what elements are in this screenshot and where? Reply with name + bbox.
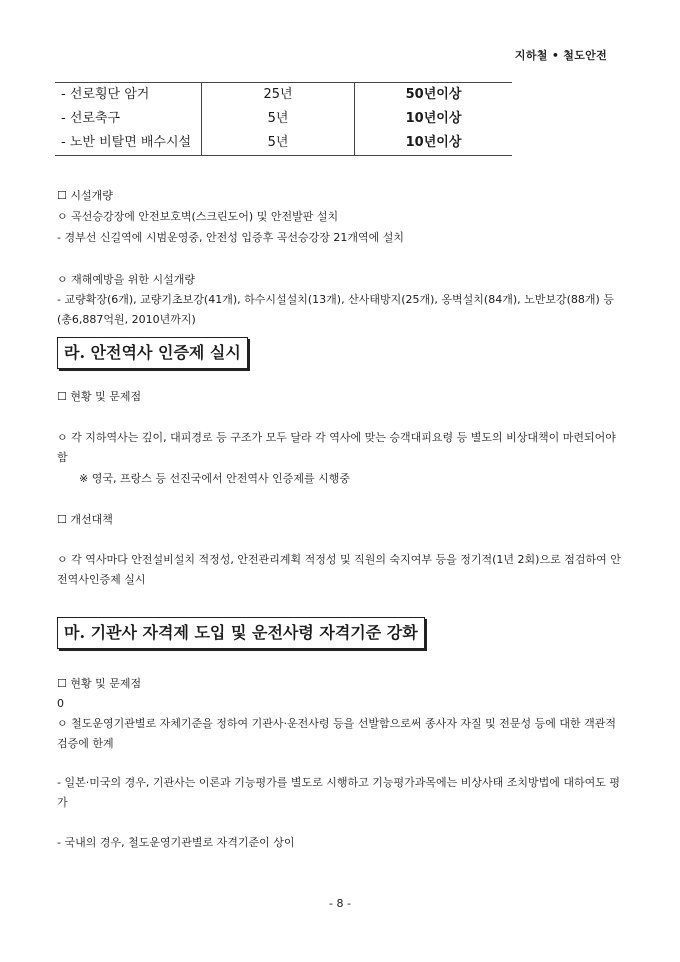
table-cell-target: 10년이상 bbox=[355, 131, 513, 156]
table-cell-target: 10년이상 bbox=[405, 111, 462, 126]
durability-table bbox=[55, 83, 512, 156]
stray-text: 0 bbox=[57, 697, 64, 710]
dash-item: - 교량확장(6개), 교량기초보강(41개), 하수시설설치(13개), 산사태방지(25개), 옹벽설치(84개), 노반보강(88개) 등 (총6,887억원, 2010년까지) bbox=[57, 293, 614, 326]
running-header: 지하철 • 철도안전 bbox=[514, 49, 607, 62]
subsection-heading: ☐ 시설개량 bbox=[57, 189, 113, 202]
table-cell-current: 5년 bbox=[202, 107, 355, 131]
section-title-ma: 마. 기관사 자격제 도입 및 운전사령 자격기준 강화 bbox=[57, 617, 425, 649]
table-row bbox=[55, 83, 512, 107]
table-cell-item: - 선로횡단 암거 bbox=[55, 83, 202, 107]
section-title-ra: 라. 안전역사 인증제 실시 bbox=[57, 337, 248, 369]
table-row bbox=[55, 107, 512, 131]
bullet-item: ㅇ 재해예방을 위한 시설개량 bbox=[57, 273, 196, 286]
subsection-heading: ☐ 현황 및 문제점 bbox=[57, 677, 142, 690]
bullet-item: ㅇ 곡선승강장에 안전보호벽(스크린도어) 및 안전발판 설치 bbox=[57, 210, 339, 223]
dash-item: - 일본·미국의 경우, 기관사는 이론과 기능평가를 별도로 시행하고 기능평가과목에는 비상사태 조치방법에 대하여도 평가 bbox=[57, 776, 620, 809]
subsection-heading: ☐ 개선대책 bbox=[57, 513, 113, 526]
page-number: - 8 - bbox=[329, 897, 351, 910]
table-row bbox=[55, 131, 512, 156]
bullet-item: ㅇ 철도운영기관별로 자체기준을 정하여 기관사·운전사령 등을 선발함으로써 종사자 자질 및 전문성 등에 대한 객관적 검증에 한계 bbox=[57, 717, 616, 750]
note: ※ 영국, 프랑스 등 선진국에서 안전역사 인증제를 시행중 bbox=[79, 472, 350, 485]
table-cell-current: 5년 bbox=[202, 131, 355, 156]
dash-item: - 경부선 신길역에 시범운영중, 안전성 입증후 곡선승강장 21개역에 설치 bbox=[57, 231, 404, 244]
subsection-heading: ☐ 현황 및 문제점 bbox=[57, 390, 142, 403]
bullet-item: ㅇ 각 역사마다 안전설비설치 적정성, 안전관리계획 적정성 및 직원의 숙지여부 등을 정기적(1년 2회)으로 점검하여 안전역사인증제 실시 bbox=[57, 553, 621, 586]
table-cell-item: - 노반 비탈면 배수시설 bbox=[55, 131, 202, 156]
table-cell-item: - 선로축구 bbox=[55, 107, 202, 131]
table-cell-target: 50년이상 bbox=[405, 87, 462, 102]
dash-item: - 국내의 경우, 철도운영기관별로 자격기준이 상이 bbox=[57, 836, 295, 849]
table-cell-current: 25년 bbox=[202, 83, 355, 107]
bullet-item: ㅇ 각 지하역사는 깊이, 대피경로 등 구조가 모두 달라 각 역사에 맞는 승객대피요령 등 별도의 비상대책이 마련되어야 함 bbox=[57, 431, 616, 464]
